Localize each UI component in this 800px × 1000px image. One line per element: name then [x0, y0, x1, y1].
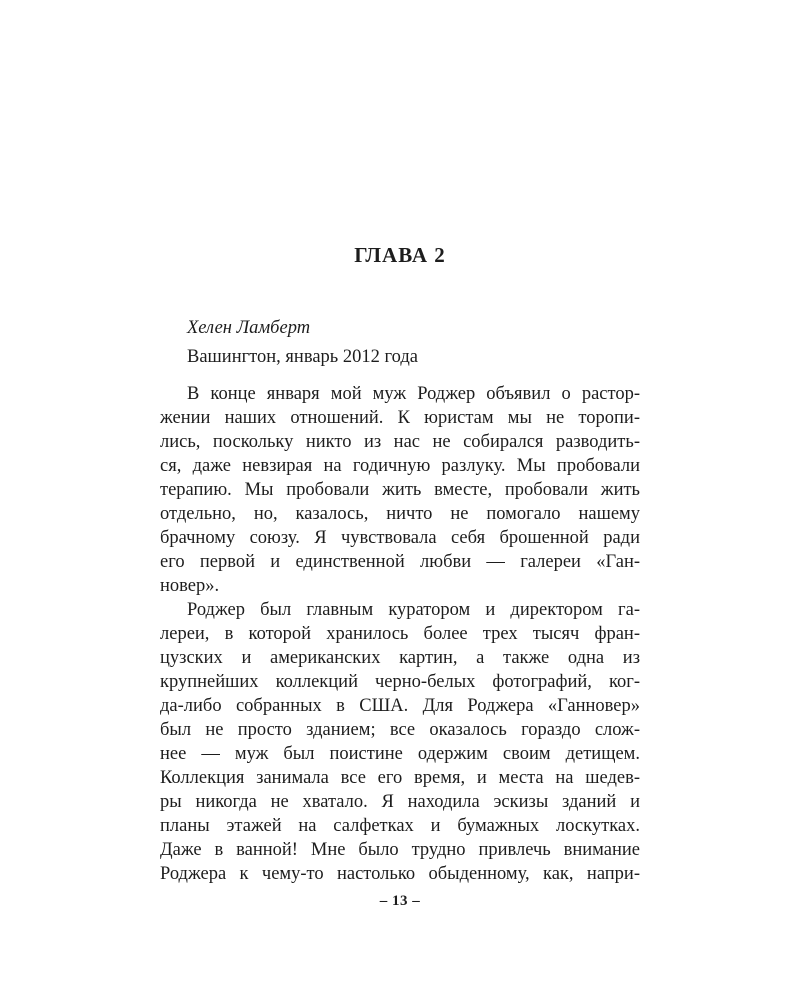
epigraph-author: Хелен Ламберт	[187, 318, 311, 338]
text-line: Роджера к чему-то настолько обыденному, как, напри-	[160, 864, 640, 884]
text-line: планы этажей на салфетках и бумажных лоскутках.	[160, 816, 640, 836]
text-line: лись, поскольку никто из нас не собирался разводить-	[160, 432, 640, 452]
text-line: В конце января мой муж Роджер объявил о растор-	[187, 384, 640, 404]
epigraph	[160, 314, 640, 372]
paragraph	[160, 382, 640, 598]
text-line: был не просто зданием; все оказалось гораздо слож-	[160, 720, 640, 740]
text-line: ры никогда не хватало. Я находила эскизы зданий и	[160, 792, 640, 812]
text-line: Роджер был главным куратором и директором га-	[187, 600, 640, 620]
text-line: его первой и единственной любви — галереи «Ган-	[160, 552, 640, 572]
text-line: Даже в ванной! Мне было трудно привлечь внимание	[160, 840, 640, 860]
chapter-title: ГЛАВА 2	[354, 243, 446, 267]
text-line: да-либо собранных в США. Для Роджера «Ганновер»	[160, 696, 640, 716]
text-line: брачному союзу. Я чувствовала себя брошенной ради	[160, 528, 640, 548]
text-line: ся, даже невзирая на годичную разлуку. Мы пробовали	[160, 456, 640, 476]
text-line: жении наших отношений. К юристам мы не торопи-	[160, 408, 640, 428]
text-line: Коллекция занимала все его время, и места на шедев-	[160, 768, 640, 788]
page-number: – 13 –	[379, 893, 421, 909]
body-text	[160, 382, 640, 886]
text-line: цузских и американских картин, а также одна из	[160, 648, 640, 668]
text-line: отдельно, но, казалось, ничто не помогало нашему	[160, 504, 640, 524]
epigraph-dateline: Вашингтон, январь 2012 года	[187, 347, 418, 367]
text-line: терапию. Мы пробовали жить вместе, пробовали жить	[160, 480, 640, 500]
paragraph	[160, 598, 640, 886]
text-line: крупнейших коллекций черно-белых фотографий, ког-	[160, 672, 640, 692]
text-line: лереи, в которой хранилось более трех тысяч фран-	[160, 624, 640, 644]
text-line: нее — муж был поистине одержим своим детищем.	[160, 744, 640, 764]
text-line: новер».	[160, 576, 220, 596]
